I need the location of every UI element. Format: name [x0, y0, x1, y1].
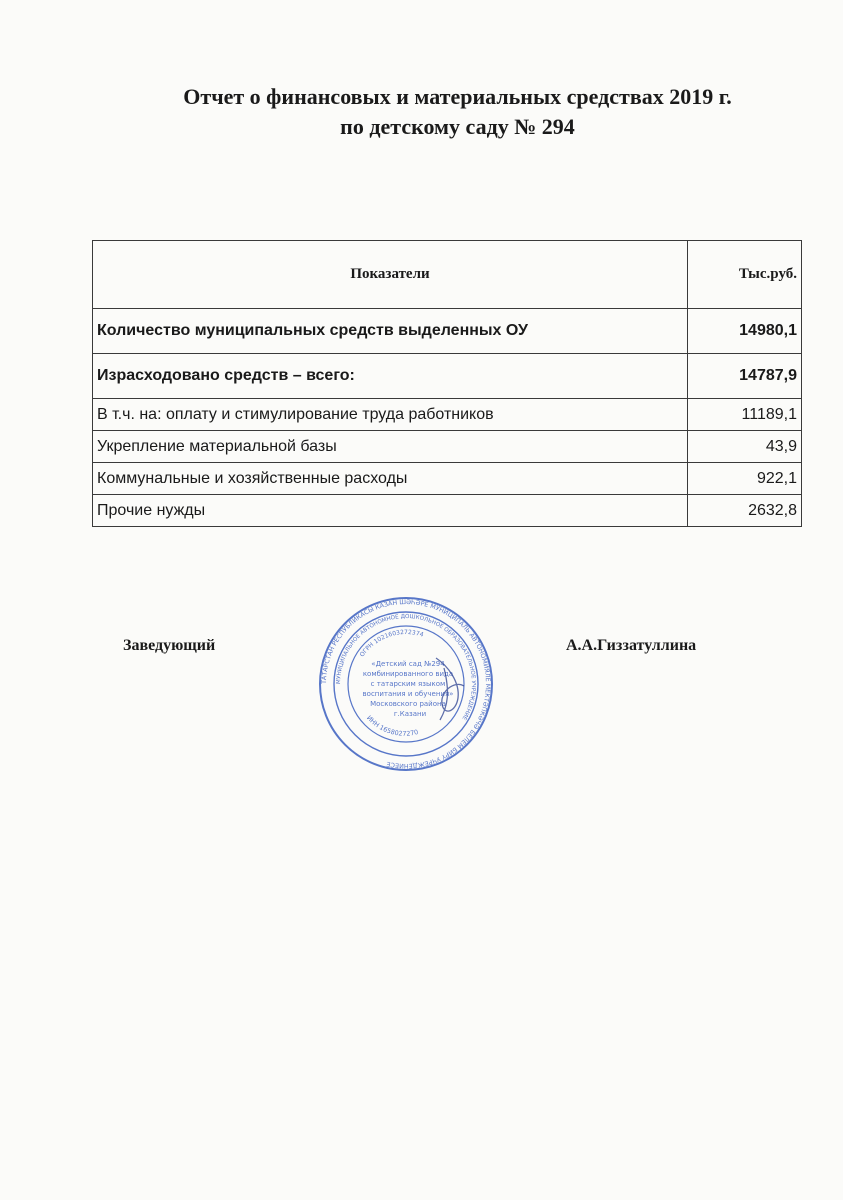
table-header-row — [93, 241, 802, 309]
table-row — [93, 495, 802, 527]
row-label: Количество муниципальных средств выделенных ОУ — [93, 309, 688, 354]
signer-position: Заведующий — [123, 637, 216, 654]
row-label: В т.ч. на: оплату и стимулирование труда работников — [93, 399, 688, 431]
header-value: Тыс.руб. — [688, 241, 802, 309]
row-label: Прочие нужды — [93, 495, 688, 527]
stamp-inn-path: ИНН 1658027270 — [365, 713, 420, 738]
row-value: 43,9 — [688, 431, 802, 463]
stamp-center-line-3: с татарским языком — [370, 680, 446, 688]
official-stamp — [318, 596, 494, 772]
row-value: 11189,1 — [688, 399, 802, 431]
table-row — [93, 399, 802, 431]
signer-name: А.А.Гиззатуллина — [566, 637, 697, 654]
header-indicator: Показатели — [93, 241, 688, 309]
row-label: Израсходовано средств – всего: — [93, 354, 688, 399]
title-line-2: по детскому саду № 294 — [340, 114, 575, 139]
stamp-center-line-5: Московского района — [370, 700, 446, 708]
row-value: 14787,9 — [688, 354, 802, 399]
row-label: Укрепление материальной базы — [93, 431, 688, 463]
stamp-center-line-1: «Детский сад №294 — [371, 660, 445, 668]
report-table — [92, 240, 802, 527]
stamp-center-line-6: г.Казани — [393, 710, 427, 718]
stamp-outer-text-path: ТАТАРСТАН РЕСПУБЛИКАСЫ КАЗАН ШӘҺӘРЕ МУНИЦИПАЛЬ АВТОНОМИЯЛЕ МЕКТӘПКӘЧӘ БЕЛЕМ БИРҮ УЧРЕЖДЕНИЕСЕ — [320, 598, 492, 770]
table-row — [93, 309, 802, 354]
stamp-center-line-2: комбинированного вида — [362, 670, 454, 678]
stamp-center-line-4: воспитания и обучения» — [362, 690, 454, 698]
row-value: 922,1 — [688, 463, 802, 495]
table-row — [93, 354, 802, 399]
row-label: Коммунальные и хозяйственные расходы — [93, 463, 688, 495]
stamp-ogrn — [359, 629, 425, 658]
page-title — [0, 82, 843, 142]
table-row — [93, 431, 802, 463]
stamp-inner-text-path: МУНИЦИПАЛЬНОЕ АВТОНОМНОЕ ДОШКОЛЬНОЕ ОБРАЗОВАТЕЛЬНОЕ УЧРЕЖДЕНИЕ — [335, 613, 477, 721]
row-value: 14980,1 — [688, 309, 802, 354]
table-row — [93, 463, 802, 495]
title-line-1: Отчет о финансовых и материальных средствах 2019 г. — [183, 84, 732, 109]
stamp-ogrn-path: ОГРН 1021603272374 — [358, 628, 425, 659]
row-value: 2632,8 — [688, 495, 802, 527]
